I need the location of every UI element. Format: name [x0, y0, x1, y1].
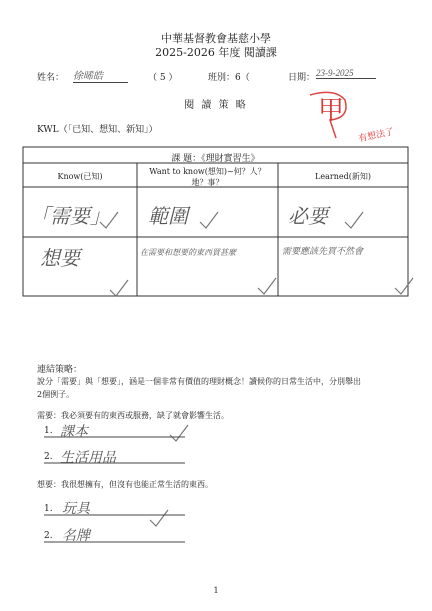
header-learned: Learned(新知) [315, 172, 371, 181]
header-want-line1: Want to know(想知)~何？人？ [149, 167, 266, 176]
need-item-2: 生活用品 [60, 451, 116, 466]
want-row1: 範圍 [148, 206, 188, 228]
need-item-2-number: 2. [44, 452, 53, 462]
header-know: Know(已知) [57, 172, 103, 181]
class-label: 班別：6（ [208, 73, 250, 83]
need-item-1-number: 1. [44, 426, 53, 436]
strategy-title: 閱 讀 策 略 [184, 100, 248, 111]
link-strategy-line1: 說分「需要」與「想要」，涵是一個非常有價值的理財概念！讀候你的日常生活中，分別舉出 [37, 377, 361, 386]
school-name: 中華基督教會基慈小學 [161, 32, 271, 45]
want-label: 想要：我很想擁有，但沒有也能正常生活的東西。 [37, 480, 213, 489]
learned-row2: 需要應該先買不然會 [282, 246, 364, 256]
want-item-1: 玩具 [62, 502, 90, 517]
want-item-1-number: 1. [44, 504, 53, 514]
name-value: 徐晞皓 [73, 67, 128, 83]
class-number: （ 5 ） [148, 73, 178, 83]
kwl-label: KWL（「已知、想知、新知」） [37, 125, 158, 135]
know-row1: 「需要」 [30, 206, 110, 228]
header-want-line2: 地？事？ [191, 178, 224, 187]
table-topic: 課 題：《理財實習生》 [171, 154, 260, 164]
need-label: 需要：我必須要有的東西或服務，缺了就會影響生活。 [37, 411, 229, 420]
date-value: 23-9-2025 [316, 68, 376, 79]
want-item-2-number: 2. [44, 531, 53, 541]
grade-mark: 甲 [318, 96, 345, 125]
link-strategy-title: 連結策略： [37, 365, 83, 375]
year-title: 2025-2026 年度 閱讀課 [155, 46, 277, 59]
want-item-2: 名牌 [62, 529, 90, 544]
learned-row1: 必要 [288, 206, 328, 228]
page-number: 1 [213, 586, 219, 595]
want-row2: 在需要和想要的東西買甚麼 [140, 248, 236, 257]
know-row2: 想要 [40, 248, 80, 270]
name-label: 姓名： [37, 73, 65, 83]
link-strategy-line2: 2個例子。 [37, 390, 75, 399]
need-item-1: 課本 [60, 425, 88, 440]
date-label: 日期： [288, 73, 316, 83]
teacher-remark: 有想法了 [357, 126, 395, 144]
